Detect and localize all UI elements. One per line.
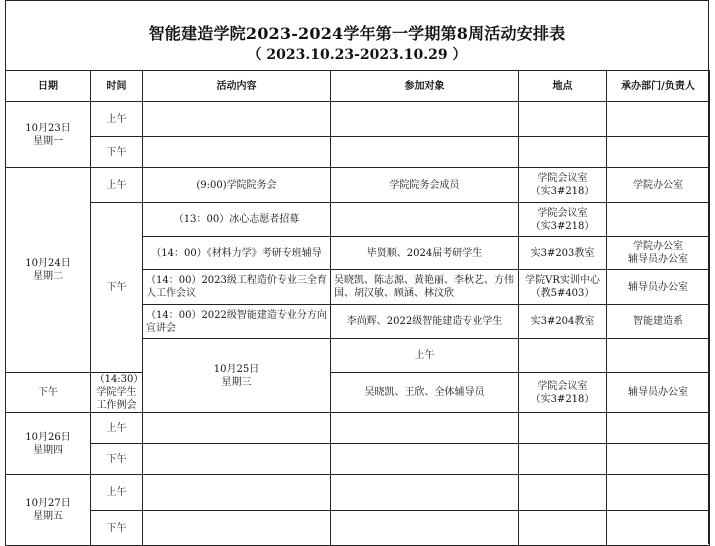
period-cell: 上午 xyxy=(91,475,143,511)
table-row xyxy=(6,511,710,546)
empty-cell xyxy=(331,444,519,475)
event-content: （14：00）2022级智能建造专业分方向宣讲会 xyxy=(143,305,331,339)
empty-cell xyxy=(607,413,710,444)
empty-cell xyxy=(519,413,607,444)
event-dept: 学院办公室 xyxy=(607,168,710,203)
table-row xyxy=(6,168,710,203)
event-participants: 李尚辉、2022级智能建造专业学生 xyxy=(331,305,519,339)
empty-cell xyxy=(519,511,607,546)
title-block xyxy=(6,1,708,70)
event-content: (9:00)学院院务会 xyxy=(143,168,331,203)
day-weekday: 星期三 xyxy=(221,376,252,388)
day-weekday: 星期四 xyxy=(33,444,63,456)
empty-cell xyxy=(331,102,519,137)
period-cell: 上午 xyxy=(91,168,143,203)
empty-cell xyxy=(331,137,519,168)
event-location xyxy=(519,203,607,237)
empty-cell xyxy=(519,475,607,511)
event-dept: 辅导员办公室 xyxy=(607,270,710,305)
location-line: 实3#203教室 xyxy=(530,247,595,259)
table-row xyxy=(6,475,710,511)
empty-cell xyxy=(143,475,331,511)
day-date: 10月23日 xyxy=(25,122,71,134)
table-row xyxy=(6,102,710,137)
event-content: （14：00）2023级工程造价专业三全育人工作会议 xyxy=(143,270,331,305)
event-dept: 辅导员办公室 xyxy=(607,373,710,413)
period-cell: 下午 xyxy=(6,373,91,413)
event-participants xyxy=(331,203,519,237)
empty-cell xyxy=(607,475,710,511)
event-participants: 毕贤顺、2024届考研学生 xyxy=(331,237,519,270)
empty-cell xyxy=(143,413,331,444)
day-cell xyxy=(143,339,331,413)
day-date: 10月24日 xyxy=(25,258,71,269)
event-dept xyxy=(607,237,710,270)
date-range: （ 2023.10.23-2023.10.29 ） xyxy=(247,47,467,63)
location-line: 学院会议室 （实3#218） xyxy=(530,173,595,197)
empty-cell xyxy=(143,511,331,546)
col-header-participants: 参加对象 xyxy=(331,71,519,102)
period-cell: 上午 xyxy=(331,339,519,373)
event-content: （14：00）《材料力学》考研专班辅导 xyxy=(143,237,331,270)
event-participants: 吴晓凯、陈志源、黄艳丽、李秋艺、方伟国、胡汉敏、顾涵、林汶欣 xyxy=(331,270,519,305)
empty-cell xyxy=(607,444,710,475)
empty-cell xyxy=(519,339,607,373)
empty-cell xyxy=(607,511,710,546)
day-cell xyxy=(6,413,91,475)
empty-cell xyxy=(519,102,607,137)
col-header-location: 地点 xyxy=(519,71,607,102)
empty-cell xyxy=(143,444,331,475)
col-header-dept: 承办部门/负责人 xyxy=(607,71,710,102)
col-header-time: 时间 xyxy=(91,71,143,102)
empty-cell xyxy=(331,475,519,511)
table-row xyxy=(6,373,710,413)
table-row xyxy=(6,203,710,237)
period-cell: 下午 xyxy=(91,137,143,168)
table-row xyxy=(6,413,710,444)
empty-cell xyxy=(607,339,710,373)
col-header-content: 活动内容 xyxy=(143,71,331,102)
location-line: 学院会议室 （实3#218） xyxy=(530,207,595,232)
event-content: （14:30）学院学生工作例会 xyxy=(91,373,143,413)
table-row xyxy=(6,444,710,475)
empty-cell xyxy=(519,444,607,475)
event-location xyxy=(519,237,607,270)
event-location: 实3#204教室 xyxy=(519,305,607,339)
period-cell: 下午 xyxy=(91,203,143,373)
event-dept xyxy=(607,203,710,237)
empty-cell xyxy=(519,137,607,168)
table-row xyxy=(6,137,710,168)
page-title: 智能建造学院2023-2024学年第一学期第8周活动安排表 xyxy=(148,24,566,43)
location-line: 学院VR实训中心 （教5#403） xyxy=(525,275,600,299)
dept-line: 学院办公室 辅导员办公室 xyxy=(628,241,688,265)
event-location xyxy=(519,373,607,413)
day-date: 10月25日 xyxy=(213,363,260,375)
day-weekday: 星期一 xyxy=(33,135,63,147)
period-cell: 下午 xyxy=(91,444,143,475)
empty-cell xyxy=(607,137,710,168)
empty-cell xyxy=(143,102,331,137)
period-cell: 上午 xyxy=(91,102,143,137)
period-cell: 上午 xyxy=(91,413,143,444)
period-cell: 下午 xyxy=(91,511,143,546)
day-date: 10月27日 xyxy=(25,498,71,509)
empty-cell xyxy=(331,511,519,546)
day-weekday: 星期二 xyxy=(33,271,63,282)
col-header-date: 日期 xyxy=(6,71,91,102)
day-cell xyxy=(6,168,91,373)
event-participants: 学院院务会成员 xyxy=(331,168,519,203)
event-location xyxy=(519,270,607,305)
day-weekday: 星期五 xyxy=(33,511,63,522)
event-content: （13：00）冰心志愿者招募 xyxy=(143,203,331,237)
event-participants: 吴晓凯、王欣、全体辅导员 xyxy=(331,373,519,413)
schedule-sheet xyxy=(5,0,709,544)
empty-cell xyxy=(607,102,710,137)
day-cell xyxy=(6,102,91,168)
header-row xyxy=(6,71,710,102)
event-location xyxy=(519,168,607,203)
empty-cell xyxy=(143,137,331,168)
empty-cell xyxy=(331,413,519,444)
day-cell xyxy=(6,475,91,546)
day-date: 10月26日 xyxy=(25,431,71,443)
location-line: 学院会议室 （实3#218） xyxy=(530,380,595,405)
schedule-table xyxy=(5,70,710,546)
event-dept: 智能建造系 xyxy=(607,305,710,339)
